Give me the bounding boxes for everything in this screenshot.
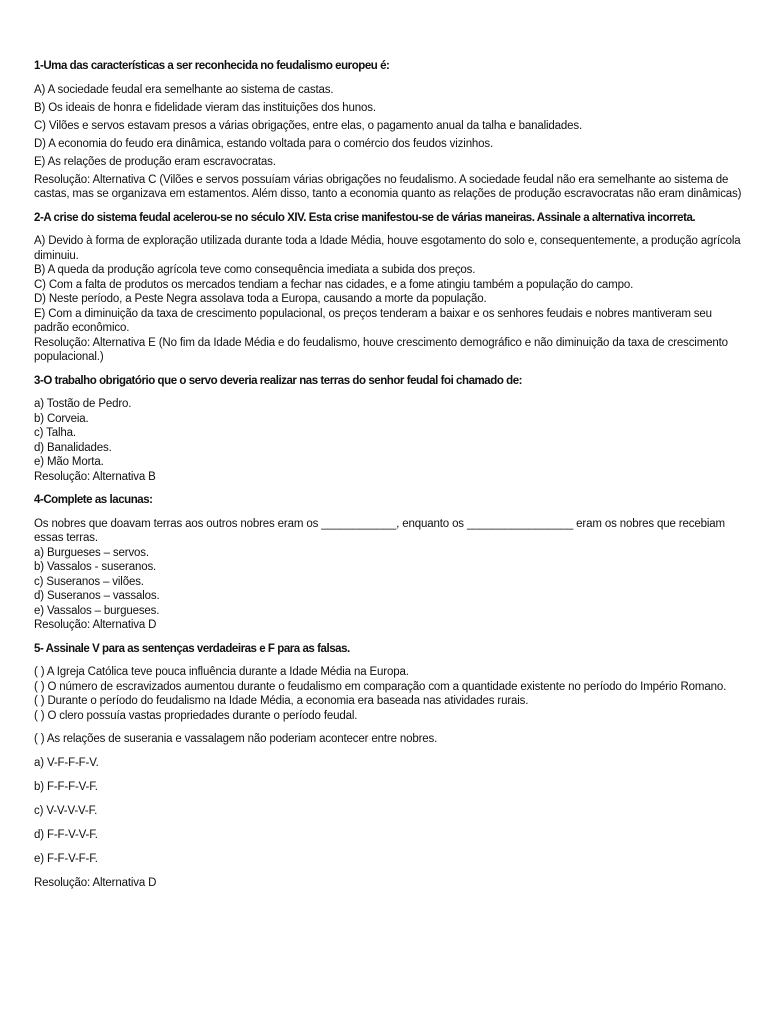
question-2-option-c: C) Com a falta de produtos os mercados tendiam a fechar nas cidades, e a fome atingiu também a população do campo.	[34, 278, 634, 291]
question-5-statement-2: ( ) O número de escravizados aumentou durante o feudalismo em comparação com a quantidade existente no período do Império Romano.	[34, 680, 727, 693]
question-2-option-b: B) A queda da produção agrícola teve como consequência imediata a subida dos preços.	[34, 264, 476, 276]
question-2-title: 2-A crise do sistema feudal acelerou-se no século XIV. Esta crise manifestou-se de várias maneiras. Assinale a alternativa incorreta.	[34, 211, 696, 224]
question-3-option-b: b) Corveia.	[34, 412, 89, 425]
question-5-statement-5: ( ) As relações de suserania e vassalagem não poderiam acontecer entre nobres.	[34, 733, 438, 745]
question-3	[34, 374, 746, 485]
question-1-title: 1-Uma das características a ser reconhecida no feudalismo europeu é:	[34, 60, 390, 72]
question-1-option-d: D) A economia do feudo era dinâmica, estando voltada para o comércio dos feudos vizinhos.	[34, 137, 494, 150]
question-2-option-d: D) Neste período, a Peste Negra assolava toda a Europa, causando a morte da população.	[34, 293, 487, 305]
question-5-resolution: Resolução: Alternativa D	[34, 877, 157, 889]
question-3-title: 3-O trabalho obrigatório que o servo deveria realizar nas terras do senhor feudal foi chamado de:	[34, 374, 523, 387]
question-2	[34, 211, 746, 365]
question-1-option-e: E) As relações de produção eram escravocratas.	[34, 155, 276, 168]
question-1-option-a: A) A sociedade feudal era semelhante ao sistema de castas.	[34, 83, 334, 96]
question-1-resolution: Resolução: Alternativa C (Vilões e servos possuíam várias obrigações no feudalismo. A sociedade feudal não era semelhante ao sistema de castas, mas se organizava em estamentos. Além disso, tanto a economia quanto as relações de produção escravocratas não eram dinâmicas)	[34, 173, 742, 200]
question-2-option-e: E) Com a diminuição da taxa de crescimento populacional, os preços tenderam a baixar e os senhores feudais e nobres mantiveram seu padrão econômico.	[34, 307, 712, 334]
question-5-statement-4: ( ) O clero possuía vastas propriedades durante o período feudal.	[34, 709, 358, 722]
question-1-option-b: B) Os ideais de honra e fidelidade vieram das instituições dos hunos.	[34, 101, 376, 114]
question-5	[34, 642, 746, 891]
question-3-option-c: c) Talha.	[34, 427, 76, 439]
question-5-option-e: e) F-F-V-F-F.	[34, 853, 98, 865]
question-4-resolution: Resolução: Alternativa D	[34, 619, 157, 631]
question-4-option-a: a) Burgueses – servos.	[34, 546, 149, 559]
question-5-option-c: c) V-V-V-V-F.	[34, 805, 98, 817]
question-4-option-b: b) Vassalos - suseranos.	[34, 561, 157, 573]
question-3-resolution: Resolução: Alternativa B	[34, 470, 156, 483]
question-4-option-e: e) Vassalos – burgueses.	[34, 604, 160, 617]
question-3-option-e: e) Mão Morta.	[34, 456, 104, 468]
question-5-title: 5- Assinale V para as sentenças verdadeiras e F para as falsas.	[34, 642, 350, 655]
question-4-title: 4-Complete as lacunas:	[34, 494, 153, 506]
question-4	[34, 493, 746, 633]
question-3-option-a: a) Tostão de Pedro.	[34, 398, 132, 410]
question-1	[34, 59, 746, 202]
question-4-statement: Os nobres que doavam terras aos outros nobres eram os ____________, enquanto os _________________ eram os nobres que recebiam essas terras.	[34, 517, 725, 544]
question-2-resolution: Resolução: Alternativa E (No fim da Idade Média e do feudalismo, houve crescimento demográfico e não diminuição da taxa de crescimento populacional.)	[34, 336, 728, 363]
question-4-option-c: c) Suseranos – vilões.	[34, 575, 144, 588]
question-3-option-d: d) Banalidades.	[34, 441, 112, 454]
document-content	[34, 59, 746, 891]
question-5-statement-3: ( ) Durante o período do feudalismo na Idade Média, a economia era baseada nas atividades rurais.	[34, 695, 529, 707]
question-5-option-b: b) F-F-F-V-F.	[34, 781, 98, 793]
question-5-option-a: a) V-F-F-F-V.	[34, 757, 99, 769]
question-5-statement-1: ( ) A Igreja Católica teve pouca influência durante a Idade Média na Europa.	[34, 666, 409, 678]
question-5-option-d: d) F-F-V-V-F.	[34, 829, 98, 841]
question-2-option-a: A) Devido à forma de exploração utilizada durante toda a Idade Média, houve esgotamento do solo e, consequentemente, a produção agrícola diminuiu.	[34, 235, 741, 262]
question-1-option-c: C) Vilões e servos estavam presos a várias obrigações, entre elas, o pagamento anual da talha e banalidades.	[34, 119, 583, 132]
question-4-option-d: d) Suseranos – vassalos.	[34, 590, 160, 602]
